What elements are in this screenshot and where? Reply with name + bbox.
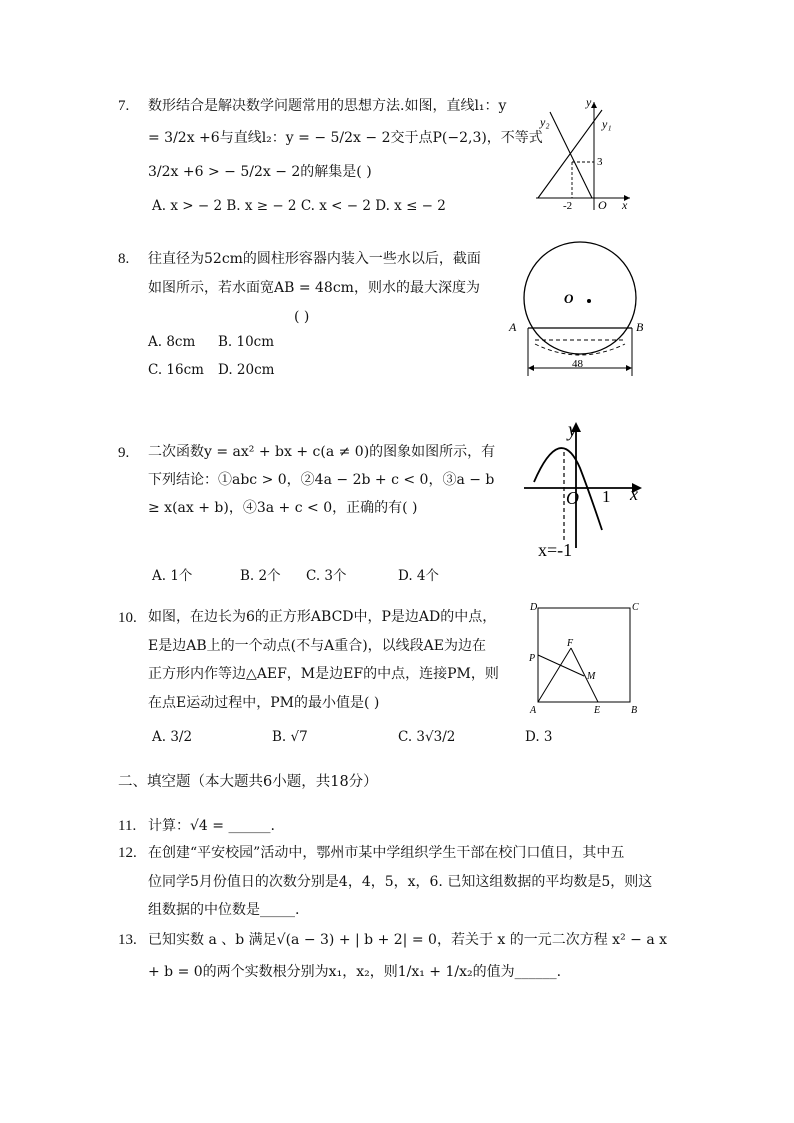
q11-number: 11. [118,818,137,834]
q8-figure [505,236,655,378]
q8-option-c: C. 16cm [148,362,204,378]
section-2-heading: 二、填空题（本大题共6小题，共18分） [118,774,378,790]
q8-fig-O: O [564,291,574,306]
q9-option-c: C. 3个 [306,568,347,584]
q8-line3: ( ) [294,309,310,325]
q8-line2: 如图所示，若水面宽AB = 48cm，则水的最大深度为 [148,280,480,296]
q10-fig-D: D [530,602,538,613]
q10-option-a: A. 3/2 [152,729,193,745]
q10-fig-M: M [587,671,596,682]
q8-fig-A: A [509,320,517,334]
q7-line2: = 3/2x +6与直线l₂：y = − 5/2x − 2交于点P(−2,3)，不等式 [148,130,543,146]
q10-line3: 正方形内作等边△AEF，M是边EF的中点，连接PM，则 [148,666,499,682]
q12-line3: 组数据的中位数是_____. [148,902,300,918]
q7-fig-y1: y₁ [602,117,612,131]
q9-option-d: D. 4个 [398,568,440,584]
q8-option-d: D. 20cm [218,362,275,378]
q12-line1: 在创建“平安校园”活动中，鄂州市某中学组织学生干部在校门口值日，其中五 [148,845,625,861]
q10-line1: 如图，在边长为6的正方形ABCD中，P是边AD的中点， [148,609,497,625]
q9-line3: ≥ x(ax + b)，④3a + c < 0，正确的有( ) [148,500,418,516]
q9-line2: 下列结论：①abc > 0，②4a − 2b + c < 0，③a − b [148,472,495,488]
q9-fig-one: 1 [602,487,611,506]
q10-fig-B: B [631,705,638,716]
q10-option-b: B. √7 [272,729,308,745]
q7-options: A. x > − 2 B. x ≥ − 2 C. x < − 2 D. x ≤ − 2 [152,198,446,214]
q7-number: 7. [118,98,130,114]
q7-line3: 3/2x +6 > − 5/2x − 2的解集是( ) [148,164,372,180]
q8-line1: 往直径为52cm的圆柱形容器内装入一些水以后，截面 [148,251,481,267]
q7-fig-y: y [586,95,592,109]
q10-fig-E: E [594,705,601,716]
q12-line2: 位同学5月份值日的次数分别是4，4，5，x，6. 已知这组数据的平均数是5，则这 [148,874,653,890]
q7-fig-three: 3 [597,156,603,168]
q11-text: 计算：√4 = ______. [148,818,275,834]
q10-fig-P: P [529,653,536,664]
q9-fig-axis: x=-1 [538,540,573,560]
q10-option-c: C. 3√3/2 [398,729,456,745]
q8-fig-48: 48 [572,358,583,370]
q13-number: 13. [118,932,137,948]
q9-fig-O: O [566,488,579,508]
q7-fig-x: x [622,198,628,212]
q10-fig-A: A [530,705,537,716]
q10-option-d: D. 3 [525,729,553,745]
q9-number: 9. [118,445,130,461]
line-l2 [550,112,592,198]
q7-fig-neg2: -2 [563,200,573,212]
q8-option-a: A. 8cm [148,334,196,350]
q10-fig-F: F [567,638,574,649]
q10-line4: 在点E运动过程中，PM的最小值是( ) [148,695,380,711]
q8-option-b: B. 10cm [218,334,275,350]
q9-fig-x: x [630,484,638,504]
q8-fig-B: B [636,320,644,334]
q9-figure [520,418,650,560]
q9-line1: 二次函数y = ax² + bx + c(a ≠ 0)的图象如图所示，有 [148,444,496,460]
q10-fig-C: C [632,602,639,613]
q12-number: 12. [118,845,137,861]
q9-option-b: B. 2个 [240,568,281,584]
q13-line2: + b = 0的两个实数根分别为x₁，x₂，则1/x₁ + 1/x₂的值为______. [148,964,562,980]
q7-line1: 数形结合是解决数学问题常用的思想方法.如图，直线l₁：y [148,98,507,114]
q13-line1: 已知实数 a 、b 满足√(a − 3) + | b + 2| = 0，若关于 x 的一元二次方程 x² − a x [148,932,668,948]
q10-line2: E是边AB上的一个动点(不与A重合)，以线段AE为边在 [148,638,486,654]
q7-fig-O: O [598,198,607,212]
q7-figure [530,92,640,214]
q10-figure [526,598,646,718]
q9-option-a: A. 1个 [152,568,193,584]
q8-number: 8. [118,251,130,267]
q9-fig-y: y [568,419,577,441]
q7-fig-y2: y₂ [540,115,550,129]
q10-number: 10. [118,610,137,626]
